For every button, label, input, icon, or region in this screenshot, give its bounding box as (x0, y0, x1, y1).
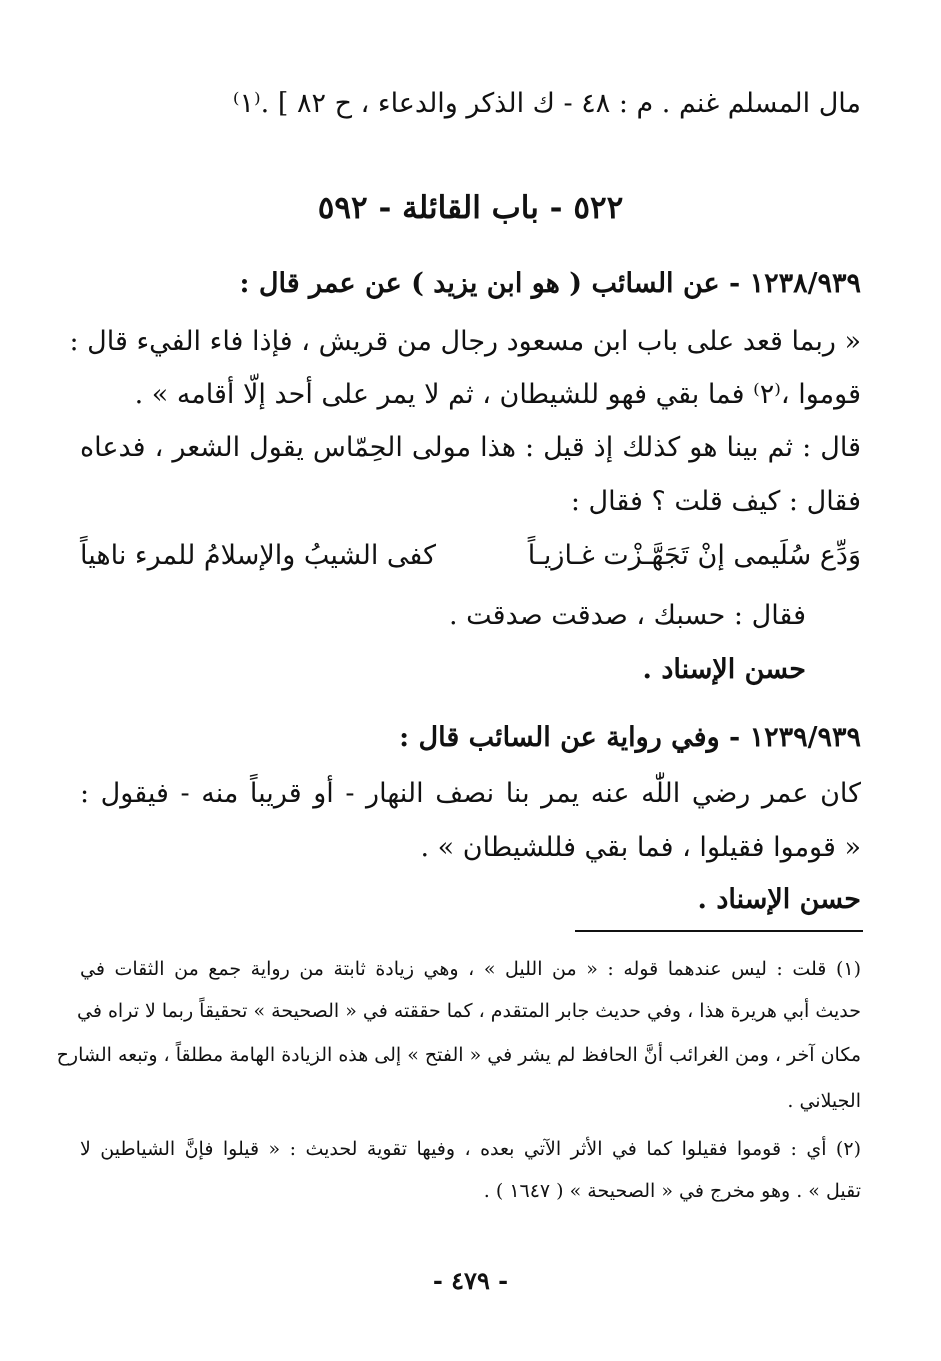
footnote-2-line-1: (٢) أي : قوموا فقيلوا كما في الأثر الآتي بعده ، وفيها تقوية لحديث : « قيلوا فإنَّ الشياطين لا (80, 1138, 861, 1160)
hadith-1-text-line-5: فقال : حسبك ، صدقت صدقت . (448, 600, 806, 631)
hadith-1-grading: حسن الإسناد . (642, 654, 806, 685)
hadith-1-text-line-1: « ربما قعد على باب ابن مسعود رجال من قريش ، فإذا فاء الفيء قال : (69, 326, 861, 357)
hadith-2-grading: حسن الإسناد . (697, 884, 861, 915)
hadith-1-text-line-2: قوموا ،⁽٢⁾ فما بقي فهو للشيطان ، ثم لا يمر على أحد إلّا أقامه » . (134, 379, 861, 410)
footnote-1-line-4: الجيلاني . (787, 1090, 861, 1112)
hadith-2-text-line-1: كان عمر رضي اللّٰه عنه يمر بنا نصف النهار - أو قريباً منه - فيقول : (80, 778, 861, 809)
hadith-2-header: ١٢٣٩/٩٣٩ - وفي رواية عن السائب قال : (399, 722, 861, 753)
footnote-2-line-2: تقيل » . وهو مخرج في « الصحيحة » ( ١٦٤٧ ) . (483, 1180, 861, 1202)
hadith-1-header: ١٢٣٨/٩٣٩ - عن السائب ( هو ابن يزيد ) عن عمر قال : (239, 268, 861, 299)
hadith-2-text-line-2: « قوموا فقيلوا ، فما بقي فللشيطان » . (420, 832, 861, 863)
footnote-separator (575, 930, 863, 932)
hadith-1-text-line-4: فقال : كيف قلت ؟ فقال : (570, 486, 861, 517)
chapter-heading: ٥٢٢ - باب القائلة - ٥٩٢ (317, 190, 624, 226)
continuation-line: مال المسلم غنم . م : ٤٨ - ك الذكر والدعاء ، ح ٨٢ ] .⁽١⁾ (232, 88, 861, 119)
verse-second-hemistich: كفى الشيبُ والإسلامُ للمرء ناهياً (80, 540, 436, 571)
verse-first-hemistich: وَدِّع سُلَيمى إنْ تَجَهَّـزْت غـازيـاً (527, 540, 861, 571)
footnote-1-line-3: مكان آخر ، ومن الغرائب أنَّ الحافظ لم يشر في « الفتح » إلى هذه الزيادة الهامة مطلقاً ، وتبعه الشارح (56, 1044, 861, 1066)
page-number: - ٤٧٩ - (432, 1266, 509, 1295)
footnote-1-line-1: (١) قلت : ليس عندهما قوله : « من الليل » ، وهي زيادة ثابتة من رواية جمع من الثقات في (80, 958, 861, 980)
hadith-1-text-line-3: قال : ثم بينا هو كذلك إذ قيل : هذا مولى الحِمّاس يقول الشعر ، فدعاه (80, 432, 861, 463)
footnote-1-line-2: حديث أبي هريرة هذا ، وفي حديث جابر المتقدم ، كما حققته في « الصحيحة » تحقيقاً ربما لا تراه في (77, 1000, 861, 1022)
